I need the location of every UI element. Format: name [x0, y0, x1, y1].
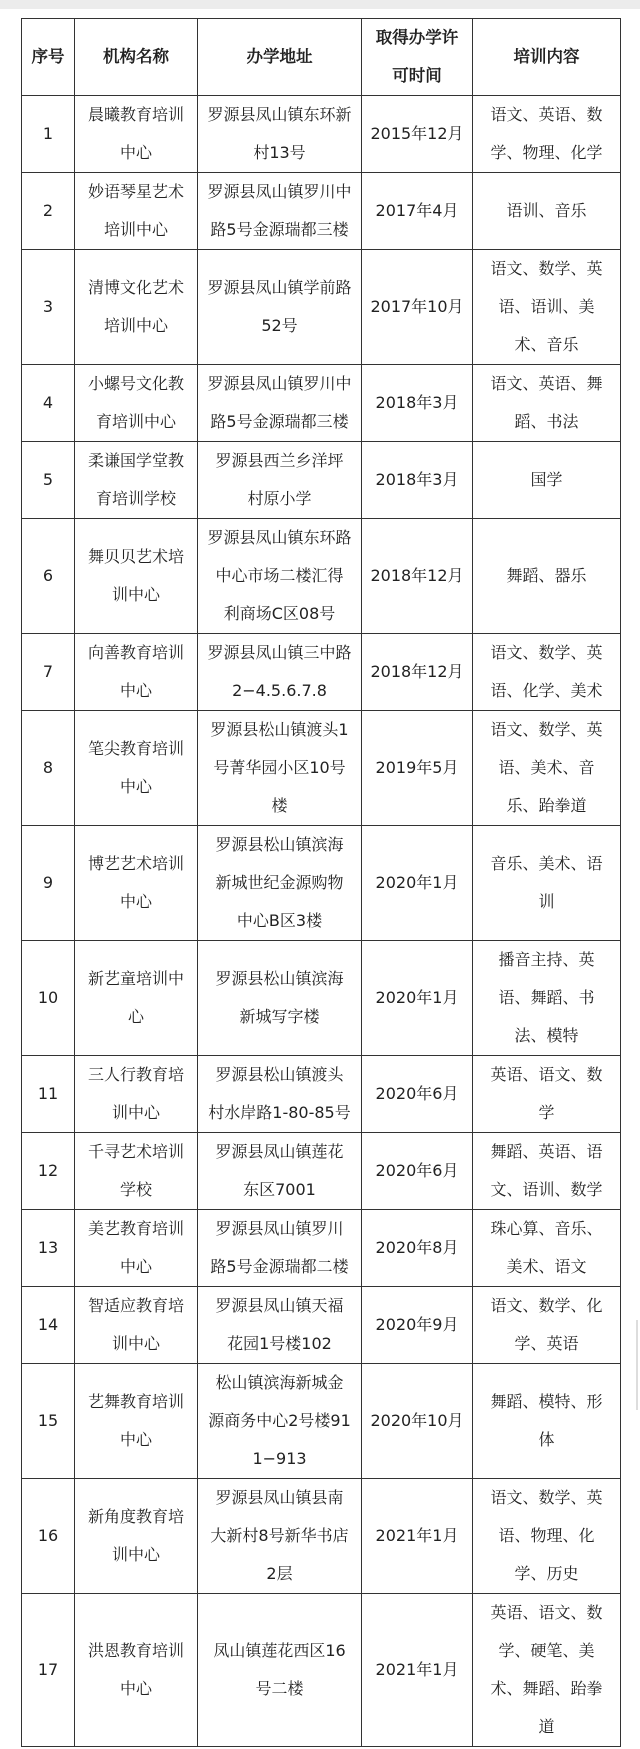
cell-license-date-line: 2020年10月 [370, 1411, 464, 1430]
cell-license-date-line: 2021年1月 [375, 1526, 459, 1545]
cell-address-line: 号二楼 [255, 1679, 304, 1698]
cell-institution-name [75, 1210, 198, 1287]
cell-address-line: 花园1号楼102 [227, 1334, 332, 1353]
cell-training-content [473, 1210, 621, 1287]
cell-training-content [473, 711, 621, 826]
cell-license-date [362, 826, 473, 941]
cell-index [22, 826, 75, 941]
cell-license-date-line: 2020年1月 [375, 873, 459, 892]
cell-license-date-line: 2018年3月 [375, 470, 459, 489]
cell-index-line: 12 [37, 1161, 59, 1180]
cell-address [198, 711, 362, 826]
cell-institution-name [75, 365, 198, 442]
cell-institution-name-line: 艺舞教育培训 [87, 1392, 184, 1411]
table-row [22, 519, 621, 634]
cell-address-line: 楼 [271, 796, 288, 815]
header-license-date [362, 19, 473, 96]
cell-training-content [473, 250, 621, 365]
cell-index-line: 4 [42, 393, 54, 412]
cell-training-content-line: 语、语训、美 [498, 297, 595, 316]
cell-address [198, 941, 362, 1056]
cell-index-line: 8 [42, 758, 54, 777]
cell-institution-name [75, 442, 198, 519]
cell-institution-name-line: 中心 [119, 1430, 152, 1449]
header-license-date-line: 可时间 [392, 66, 442, 85]
cell-institution-name [75, 96, 198, 173]
cell-address-line: 罗源县松山镇渡头 [215, 1065, 344, 1084]
cell-license-date-line: 2019年5月 [375, 758, 459, 777]
cell-license-date [362, 1210, 473, 1287]
cell-institution-name-line: 新艺童培训中 [87, 969, 184, 988]
table-row [22, 826, 621, 941]
cell-license-date [362, 1056, 473, 1133]
cell-license-date [362, 711, 473, 826]
cell-address [198, 634, 362, 711]
cell-training-content-line: 学 [538, 1103, 555, 1122]
header-address-line: 办学地址 [246, 47, 313, 66]
cell-address [198, 1210, 362, 1287]
cell-address [198, 173, 362, 250]
cell-address-line: 罗源县松山镇滨海 [215, 969, 344, 988]
cell-license-date-line: 2020年8月 [375, 1238, 459, 1257]
cell-training-content-line: 语文、英语、数 [490, 105, 603, 124]
cell-license-date [362, 250, 473, 365]
cell-address-line: 号菁华园小区10号 [213, 758, 346, 777]
table-row [22, 365, 621, 442]
cell-institution-name [75, 173, 198, 250]
top-band [0, 0, 640, 9]
header-row [22, 19, 621, 96]
cell-index-line: 5 [42, 470, 54, 489]
cell-address-line: 罗源县凤山镇天福 [215, 1296, 344, 1315]
header-institution-name [75, 19, 198, 96]
cell-institution-name-line: 舞贝贝艺术培 [87, 547, 184, 566]
cell-address [198, 1287, 362, 1364]
cell-index-line: 14 [37, 1315, 59, 1334]
cell-license-date [362, 1133, 473, 1210]
cell-license-date-line: 2020年6月 [375, 1084, 459, 1103]
cell-training-content-line: 舞蹈、器乐 [506, 566, 587, 585]
cell-training-content-line: 语、舞蹈、书 [498, 988, 595, 1007]
cell-training-content-line: 法、模特 [514, 1026, 579, 1045]
cell-institution-name-line: 妙语琴星艺术 [87, 182, 184, 201]
cell-address-line: 罗源县西兰乡洋坪 [215, 451, 344, 470]
cell-address-line: 源商务中心2号楼91 [208, 1411, 351, 1430]
cell-institution-name-line: 笔尖教育培训 [87, 739, 184, 758]
cell-institution-name-line: 新角度教育培 [87, 1507, 184, 1526]
cell-training-content-line: 道 [538, 1717, 555, 1736]
cell-index-line: 10 [37, 988, 59, 1007]
cell-training-content-line: 舞蹈、英语、语 [490, 1142, 603, 1161]
cell-training-content-line: 学、英语 [514, 1334, 579, 1353]
cell-institution-name-line: 中心 [119, 681, 152, 700]
cell-index-line: 16 [37, 1526, 59, 1545]
cell-address-line: 松山镇滨海新城金 [215, 1373, 344, 1392]
cell-training-content [473, 173, 621, 250]
cell-training-content [473, 941, 621, 1056]
cell-institution-name-line: 训中心 [111, 1103, 160, 1122]
cell-address [198, 1594, 362, 1747]
table-row [22, 1287, 621, 1364]
cell-institution-name-line: 培训中心 [103, 316, 168, 335]
table-row [22, 941, 621, 1056]
cell-training-content-line: 语、物理、化 [498, 1526, 595, 1545]
cell-institution-name-line: 中心 [119, 143, 152, 162]
cell-license-date-line: 2018年12月 [370, 662, 464, 681]
cell-address [198, 1479, 362, 1594]
cell-index-line: 1 [42, 124, 54, 143]
cell-institution-name [75, 826, 198, 941]
cell-training-content [473, 365, 621, 442]
cell-institution-name-line: 晨曦教育培训 [87, 105, 184, 124]
cell-institution-name [75, 250, 198, 365]
table-row [22, 96, 621, 173]
header-training-content-line: 培训内容 [513, 47, 580, 66]
cell-license-date [362, 1287, 473, 1364]
cell-institution-name [75, 519, 198, 634]
cell-address [198, 1364, 362, 1479]
cell-training-content-line: 学、硬笔、美 [498, 1641, 595, 1660]
table-row [22, 1479, 621, 1594]
cell-address-line: 路5号金源瑞都三楼 [210, 220, 349, 239]
cell-license-date [362, 1364, 473, 1479]
table-row [22, 1056, 621, 1133]
cell-training-content [473, 1364, 621, 1479]
table-row [22, 1364, 621, 1479]
cell-license-date [362, 1479, 473, 1594]
header-license-date-line: 取得办学许 [375, 28, 459, 47]
cell-address-line: 新城世纪金源购物 [215, 873, 344, 892]
cell-license-date [362, 634, 473, 711]
cell-license-date-line: 2018年12月 [370, 566, 464, 585]
cell-index-line: 17 [37, 1660, 59, 1679]
cell-institution-name-line: 育培训中心 [95, 412, 176, 431]
cell-address-line: 罗源县松山镇渡头1 [210, 720, 349, 739]
cell-institution-name [75, 1364, 198, 1479]
cell-address-line: 路5号金源瑞都三楼 [210, 412, 349, 431]
cell-address [198, 519, 362, 634]
header-institution-name-line: 机构名称 [103, 47, 169, 66]
cell-address-line: 1−913 [252, 1449, 307, 1468]
cell-training-content-line: 美术、语文 [506, 1257, 587, 1276]
cell-institution-name-line: 心 [127, 1007, 144, 1026]
cell-institution-name-line: 中心 [119, 1679, 152, 1698]
cell-institution-name-line: 小螺号文化教 [87, 374, 184, 393]
cell-address [198, 365, 362, 442]
cell-address [198, 1056, 362, 1133]
cell-institution-name-line: 中心 [119, 777, 152, 796]
scrollbar[interactable] [636, 1320, 638, 1410]
cell-index-line: 2 [42, 201, 54, 220]
cell-index [22, 634, 75, 711]
cell-license-date [362, 1594, 473, 1747]
cell-index [22, 1133, 75, 1210]
cell-address [198, 96, 362, 173]
cell-institution-name-line: 训中心 [111, 1545, 160, 1564]
cell-license-date-line: 2015年12月 [370, 124, 464, 143]
cell-address-line: 52号 [261, 316, 298, 335]
cell-training-content-line: 训 [538, 892, 555, 911]
cell-training-content-line: 体 [538, 1430, 555, 1449]
table-row [22, 634, 621, 711]
cell-institution-name-line: 培训中心 [103, 220, 168, 239]
cell-institution-name-line: 学校 [119, 1180, 152, 1199]
cell-index [22, 365, 75, 442]
cell-license-date-line: 2018年3月 [375, 393, 459, 412]
cell-institution-name-line: 中心 [119, 1257, 152, 1276]
cell-training-content [473, 1287, 621, 1364]
cell-index [22, 519, 75, 634]
table-row [22, 1594, 621, 1747]
cell-address-line: 新城写字楼 [239, 1007, 320, 1026]
cell-training-content-line: 舞蹈、模特、形 [490, 1392, 603, 1411]
cell-institution-name-line: 柔谦国学堂教 [87, 451, 184, 470]
cell-address-line: 村13号 [253, 143, 306, 162]
cell-training-content-line: 学、物理、化学 [490, 143, 603, 162]
cell-training-content-line: 语训、音乐 [506, 201, 587, 220]
cell-institution-name-line: 向善教育培训 [87, 643, 184, 662]
cell-training-content-line: 术、舞蹈、跆拳 [490, 1679, 603, 1698]
cell-training-content-line: 英语、语文、数 [490, 1065, 603, 1084]
cell-index [22, 941, 75, 1056]
cell-training-content-line: 语文、数学、化 [490, 1296, 603, 1315]
cell-index-line: 9 [42, 873, 54, 892]
cell-address-line: 罗源县凤山镇罗川 [215, 1219, 344, 1238]
cell-institution-name-line: 洪恩教育培训 [87, 1641, 184, 1660]
cell-training-content-line: 语、美术、音 [498, 758, 595, 777]
cell-index [22, 96, 75, 173]
cell-training-content [473, 1056, 621, 1133]
cell-training-content-line: 语文、数学、英 [490, 643, 603, 662]
cell-institution-name [75, 711, 198, 826]
cell-license-date [362, 173, 473, 250]
cell-address-line: 大新村8号新华书店 [210, 1526, 349, 1545]
cell-license-date-line: 2020年6月 [375, 1161, 459, 1180]
cell-address [198, 442, 362, 519]
cell-institution-name [75, 1594, 198, 1747]
cell-license-date-line: 2020年1月 [375, 988, 459, 1007]
cell-training-content [473, 96, 621, 173]
cell-institution-name [75, 1133, 198, 1210]
cell-address-line: 罗源县凤山镇三中路 [207, 643, 352, 662]
cell-institution-name-line: 清博文化艺术 [87, 278, 184, 297]
cell-training-content-line: 国学 [530, 470, 563, 489]
cell-license-date [362, 96, 473, 173]
cell-address-line: 罗源县凤山镇罗川中 [207, 374, 352, 393]
cell-license-date [362, 442, 473, 519]
cell-training-content [473, 1133, 621, 1210]
cell-training-content-line: 学、历史 [514, 1564, 579, 1583]
cell-institution-name-line: 智适应教育培 [87, 1296, 184, 1315]
cell-institution-name-line: 训中心 [111, 1334, 160, 1353]
cell-institution-name-line: 千寻艺术培训 [87, 1142, 184, 1161]
header-index [22, 19, 75, 96]
cell-address-line: 2−4.5.6.7.8 [232, 681, 327, 700]
cell-address [198, 1133, 362, 1210]
cell-institution-name-line: 三人行教育培 [87, 1065, 184, 1084]
cell-index [22, 1364, 75, 1479]
table-row [22, 1210, 621, 1287]
cell-index [22, 250, 75, 365]
cell-training-content [473, 442, 621, 519]
cell-training-content [473, 634, 621, 711]
cell-index-line: 6 [42, 566, 54, 585]
cell-index-line: 3 [42, 297, 54, 316]
cell-address-line: 罗源县凤山镇莲花 [215, 1142, 344, 1161]
cell-training-content-line: 文、语训、数学 [490, 1180, 603, 1199]
table-row [22, 173, 621, 250]
cell-training-content [473, 1594, 621, 1747]
cell-training-content-line: 语文、数学、英 [490, 1488, 603, 1507]
cell-institution-name [75, 1287, 198, 1364]
cell-index [22, 1594, 75, 1747]
cell-training-content-line: 音乐、美术、语 [490, 854, 603, 873]
table-row [22, 442, 621, 519]
cell-institution-name-line: 育培训学校 [95, 489, 176, 508]
cell-address-line: 罗源县凤山镇罗川中 [207, 182, 352, 201]
training-institutions-table [21, 18, 621, 1747]
cell-institution-name-line: 美艺教育培训 [87, 1219, 184, 1238]
cell-training-content-line: 语文、英语、舞 [490, 374, 603, 393]
cell-institution-name [75, 634, 198, 711]
table-row [22, 1133, 621, 1210]
cell-index [22, 442, 75, 519]
cell-training-content-line: 语文、数学、英 [490, 259, 603, 278]
cell-license-date-line: 2021年1月 [375, 1660, 459, 1679]
cell-index [22, 1479, 75, 1594]
cell-training-content [473, 1479, 621, 1594]
header-index-line: 序号 [31, 47, 65, 66]
cell-address-line: 罗源县凤山镇东环新 [207, 105, 352, 124]
cell-training-content-line: 语、化学、美术 [490, 681, 603, 700]
table-row [22, 250, 621, 365]
cell-address-line: 2层 [266, 1564, 293, 1583]
cell-index [22, 711, 75, 826]
cell-institution-name [75, 1056, 198, 1133]
cell-institution-name-line: 中心 [119, 892, 152, 911]
cell-address-line: 村水岸路1-80-85号 [208, 1103, 351, 1122]
cell-address [198, 250, 362, 365]
cell-training-content-line: 珠心算、音乐、 [490, 1219, 603, 1238]
cell-index [22, 1210, 75, 1287]
cell-address-line: 罗源县凤山镇县南 [215, 1488, 344, 1507]
cell-institution-name [75, 941, 198, 1056]
cell-address [198, 826, 362, 941]
cell-index-line: 7 [42, 662, 54, 681]
cell-index-line: 15 [37, 1411, 59, 1430]
cell-address-line: 罗源县凤山镇学前路 [207, 278, 352, 297]
cell-training-content-line: 术、音乐 [514, 335, 579, 354]
cell-training-content-line: 蹈、书法 [514, 412, 579, 431]
header-training-content [473, 19, 621, 96]
cell-address-line: 路5号金源瑞都二楼 [210, 1257, 349, 1276]
cell-license-date-line: 2020年9月 [375, 1315, 459, 1334]
cell-address-line: 利商场C区08号 [223, 604, 336, 623]
cell-address-line: 村原小学 [247, 489, 312, 508]
cell-address-line: 中心市场二楼汇得 [215, 566, 344, 585]
cell-address-line: 东区7001 [243, 1180, 316, 1199]
cell-index [22, 173, 75, 250]
cell-license-date-line: 2017年10月 [370, 297, 464, 316]
cell-institution-name [75, 1479, 198, 1594]
cell-training-content [473, 519, 621, 634]
cell-index [22, 1056, 75, 1133]
cell-license-date-line: 2017年4月 [375, 201, 459, 220]
cell-address-line: 罗源县松山镇滨海 [215, 835, 344, 854]
cell-license-date [362, 519, 473, 634]
cell-training-content-line: 播音主持、英 [498, 950, 595, 969]
cell-training-content-line: 乐、跆拳道 [506, 796, 587, 815]
cell-address-line: 中心B区3楼 [236, 911, 323, 930]
cell-license-date [362, 365, 473, 442]
cell-training-content-line: 语文、数学、英 [490, 720, 603, 739]
cell-address-line: 凤山镇莲花西区16 [213, 1641, 346, 1660]
cell-address-line: 罗源县凤山镇东环路 [207, 528, 352, 547]
cell-institution-name-line: 训中心 [111, 585, 160, 604]
cell-index [22, 1287, 75, 1364]
cell-training-content-line: 英语、语文、数 [490, 1603, 603, 1622]
cell-index-line: 13 [37, 1238, 59, 1257]
cell-index-line: 11 [37, 1084, 59, 1103]
header-address [198, 19, 362, 96]
table-row [22, 711, 621, 826]
cell-license-date [362, 941, 473, 1056]
cell-institution-name-line: 博艺艺术培训 [87, 854, 184, 873]
cell-training-content [473, 826, 621, 941]
